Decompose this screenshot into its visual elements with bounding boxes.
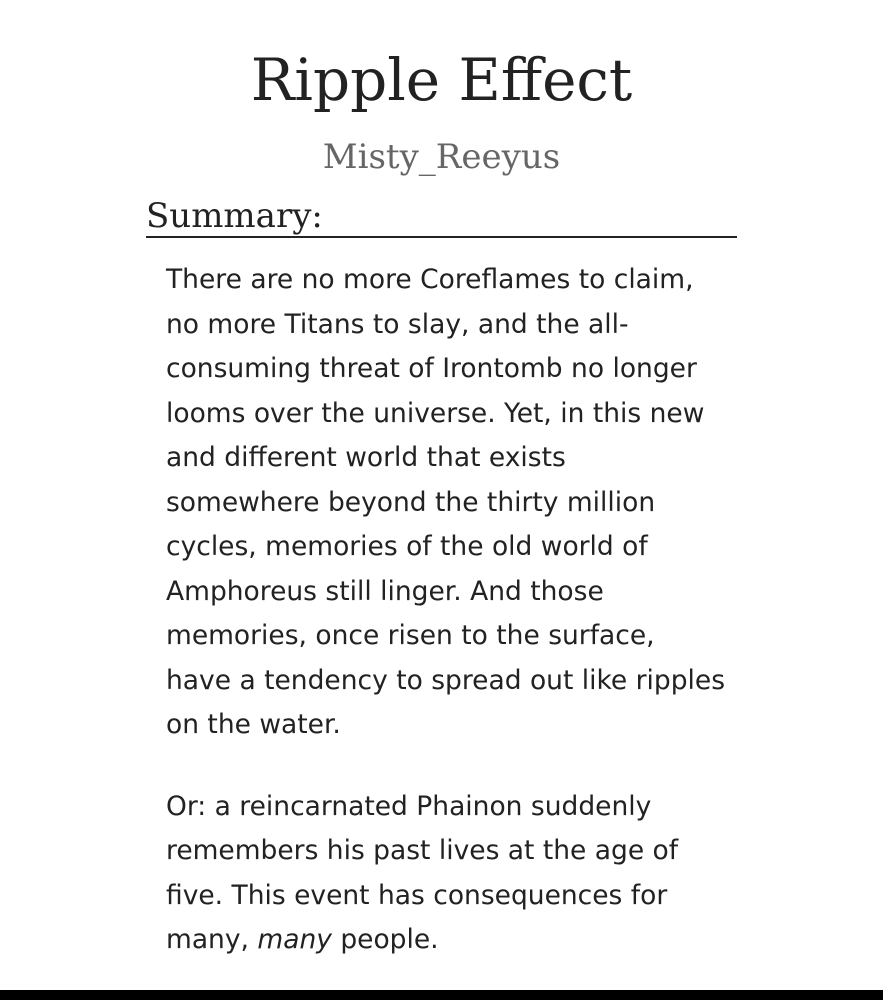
summary-body [166, 258, 726, 1000]
emphasized-text: many [257, 924, 332, 955]
summary-text: Or: a reincarnated Phainon suddenly remembers his past lives at the age of five. This event has consequences for many, [166, 790, 679, 955]
summary-paragraph: There are no more Coreflames to claim, no more Titans to slay, and the all-consuming threat of Irontomb no longer looms over the universe. Yet, in this new and different world that exists somewhere beyond the thirty million cycles, memories of the old world of Amphoreus still linger. And those memories, once risen to the surface, have a tendency to spread out like ripples on the water. [166, 264, 725, 740]
author-name: Misty_Reeyus [322, 137, 561, 177]
bottom-edge-bar [0, 990, 883, 1000]
work-title: Ripple Effect [250, 46, 633, 114]
summary-text: people. [331, 924, 439, 955]
summary-paragraph [166, 785, 726, 963]
summary-heading: Summary: [146, 190, 737, 238]
